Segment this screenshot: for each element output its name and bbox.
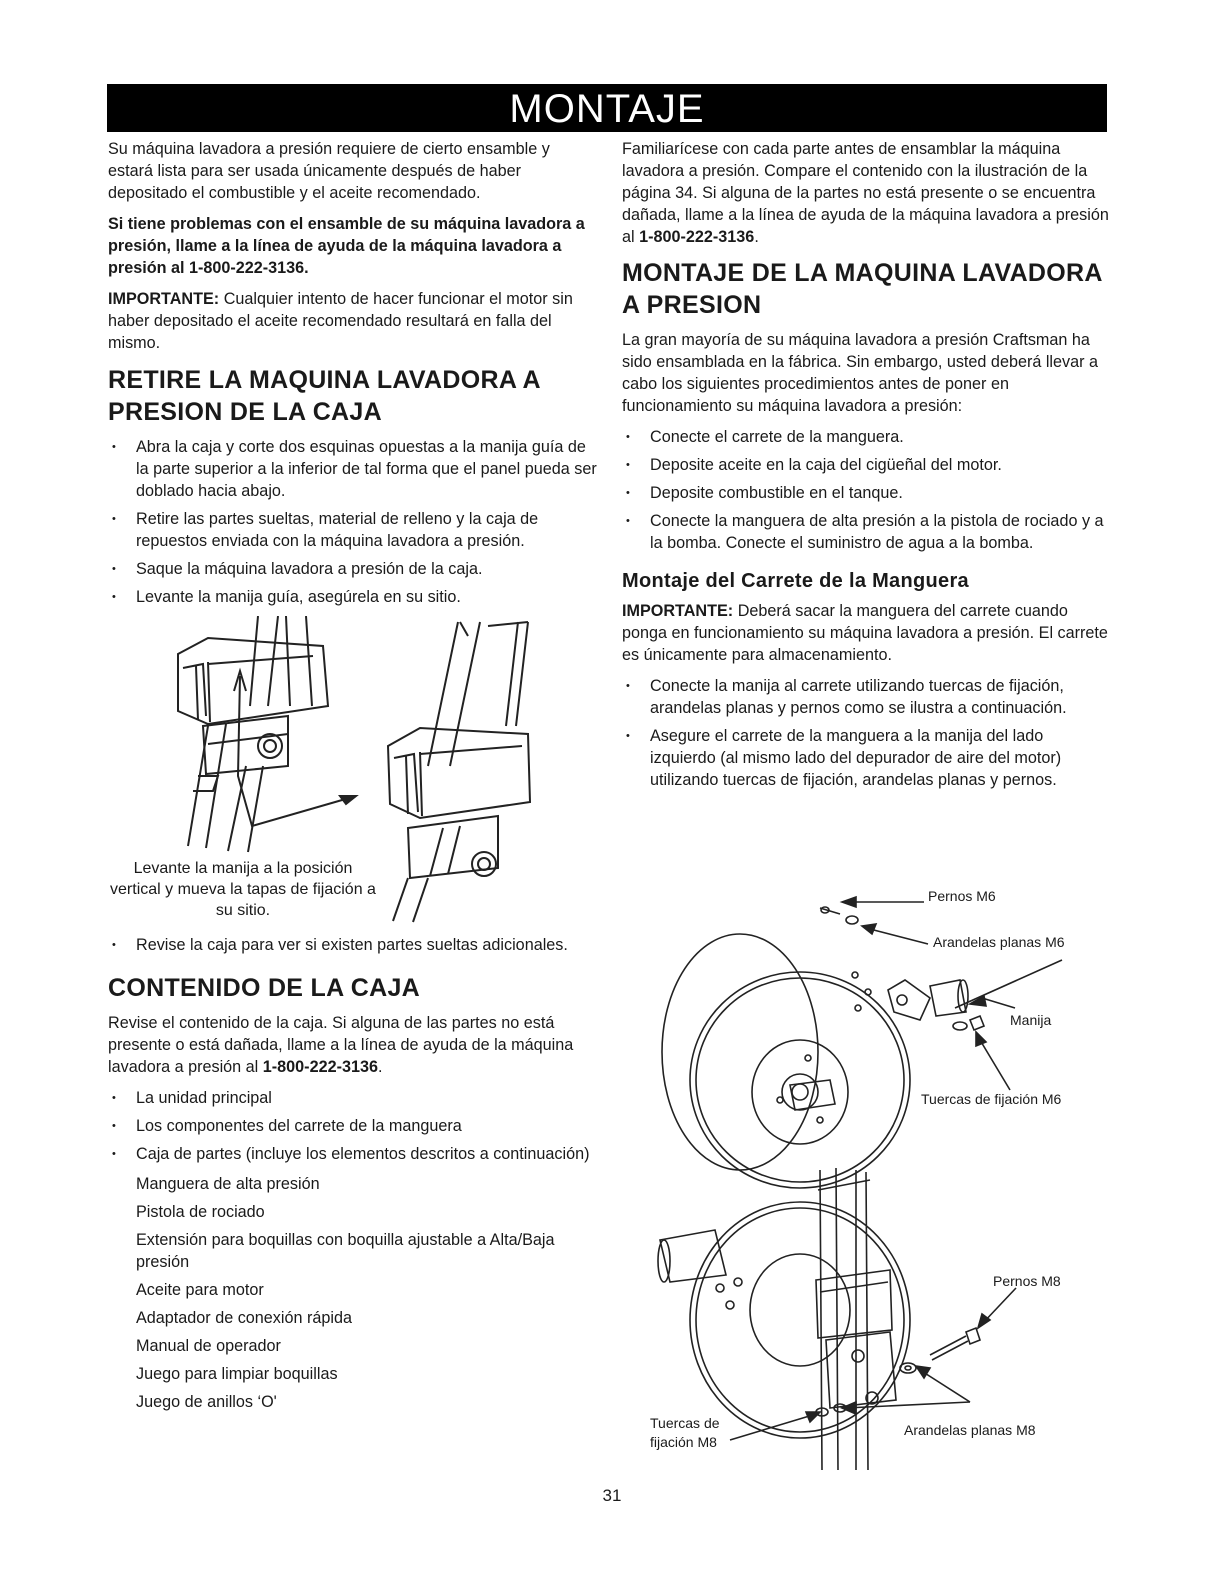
period: .	[754, 228, 759, 246]
retire-list-continued	[108, 934, 598, 956]
label-pernos-m6: Pernos M6	[928, 888, 996, 904]
list-item: Juego para limpiar boquillas	[136, 1365, 338, 1383]
list-item: • Retire las partes sueltas, material de relleno y la caja de repuestos enviada con la máquina lavadora a presión.	[108, 508, 598, 552]
contenido-list	[108, 1087, 598, 1165]
heading-retire: RETIRE LA MAQUINA LAVADORA A PRESION DE LA CAJA	[108, 366, 540, 426]
list-item: • Conecte la manija al carrete utilizando tuercas de fijación, arandelas planas y pernos como se ilustra a continuación.	[622, 675, 1110, 719]
help-notice: Si tiene problemas con el ensamble de su máquina lavadora a presión, llame a la línea de ayuda de la máquina lavadora a presión al 1-800-222-3136.	[108, 215, 585, 277]
familiarize-paragraph	[622, 138, 1110, 248]
montaje-list	[622, 426, 1110, 554]
list-item: • La unidad principal	[108, 1087, 598, 1109]
important-text: Cualquier intento de hacer funcionar el motor sin haber depositado el aceite recomendado resultará en falla del mismo.	[108, 290, 573, 352]
label-tuercas-m8-line1: Tuercas de	[650, 1415, 720, 1431]
list-item: Pistola de rociado	[136, 1203, 265, 1221]
heading-carrete: Montaje del Carrete de la Manguera	[622, 570, 969, 592]
list-item: Aceite para motor	[136, 1281, 264, 1299]
hose-reel-illustration	[630, 880, 1110, 1470]
section-banner: MONTAJE	[107, 84, 1107, 132]
contenido-text: Revise el contenido de la caja. Si alguna de las partes no está presente o está dañada, llame a la línea de ayuda de la máquina lavadora a presión al	[108, 1014, 574, 1076]
important-label: IMPORTANTE:	[622, 602, 734, 620]
label-tuercas-m8-line2: fijación M8	[650, 1434, 717, 1450]
label-arandelas-m6: Arandelas planas M6	[933, 934, 1065, 950]
list-item: • Abra la caja y corte dos esquinas opuestas a la manija guía de la parte superior a la inferior de tal forma que el panel pueda ser doblado hacia abajo.	[108, 436, 598, 502]
list-item: Extensión para boquillas con boquilla ajustable a Alta/Baja presión	[136, 1231, 555, 1271]
list-item: Manguera de alta presión	[136, 1175, 320, 1193]
label-arandelas-m8: Arandelas planas M8	[904, 1422, 1036, 1438]
intro-paragraph: Su máquina lavadora a presión requiere de cierto ensamble y estará lista para ser usada únicamente después de haber depositado el combustible y el aceite recomendado.	[108, 140, 550, 202]
list-item: Adaptador de conexión rápida	[136, 1309, 352, 1327]
helpline-phone: 1-800-222-3136	[262, 1058, 378, 1076]
left-column	[108, 138, 598, 1419]
list-item: Manual de operador	[136, 1337, 281, 1355]
parts-box-list	[108, 1173, 598, 1413]
familiarize-text: Familiarícese con cada parte antes de ensamblar la máquina lavadora a presión. Compare el contenido con la ilustración de la página 34. Si alguna de la partes no está presente o se encuentra dañada, llame a la línea de ayuda de la máquina lavadora a presión al	[622, 140, 1109, 246]
right-column	[622, 138, 1110, 799]
list-item: • Saque la máquina lavadora a presión de la caja.	[108, 558, 598, 580]
list-item: Juego de anillos ‘O'	[136, 1393, 277, 1411]
important-notice	[108, 288, 598, 354]
list-item: • Los componentes del carrete de la manguera	[108, 1115, 598, 1137]
figure-caption: Levante la manija a la posición vertical y mueva la tapas de fijación a su sitio.	[110, 860, 376, 919]
helpline-phone: 1-800-222-3136	[639, 228, 755, 246]
important-text: Deberá sacar la manguera del carrete cuando ponga en funcionamiento su máquina lavadora a presión. El carrete es únicamente para almacenamiento.	[622, 602, 1108, 664]
heading-montaje: MONTAJE DE LA MAQUINA LAVADORA A PRESION	[622, 259, 1102, 319]
page-number: 31	[602, 1486, 622, 1505]
label-tuercas-m6: Tuercas de fijación M6	[921, 1091, 1062, 1107]
period: .	[377, 1058, 383, 1076]
label-manija: Manija	[1010, 1012, 1052, 1028]
heading-contenido: CONTENIDO DE LA CAJA	[108, 974, 421, 1002]
important-label: IMPORTANTE:	[108, 290, 220, 308]
hose-reel-figure	[630, 880, 1110, 1470]
carrete-list	[622, 675, 1110, 791]
montaje-paragraph: La gran mayoría de su máquina lavadora a presión Craftsman ha sido ensamblada en la fábrica. Sin embargo, usted deberá llevar a cabo los siguientes procedimientos antes de poner en funcionamiento su máquina lavadora a presión:	[622, 331, 1099, 415]
list-item: • Levante la manija guía, asegúrela en su sitio.	[108, 586, 598, 608]
list-item: • Deposite combustible en el tanque.	[622, 482, 1110, 504]
contenido-paragraph	[108, 1012, 598, 1078]
carrete-important	[622, 600, 1110, 666]
list-item: • Revise la caja para ver si existen partes sueltas adicionales.	[108, 934, 598, 956]
list-item: • Asegure el carrete de la manguera a la manija del lado izquierdo (al mismo lado del depurador de aire del motor) utilizando tuercas de fijación, arandelas planas y pernos.	[622, 725, 1110, 791]
list-item: • Caja de partes (incluye los elementos descritos a continuación)	[108, 1143, 598, 1165]
retire-list	[108, 436, 598, 608]
label-pernos-m8: Pernos M8	[993, 1273, 1061, 1289]
list-item: • Deposite aceite en la caja del cigüeñal del motor.	[622, 454, 1110, 476]
list-item: • Conecte el carrete de la manguera.	[622, 426, 1110, 448]
handle-figure	[108, 616, 598, 934]
list-item: • Conecte la manguera de alta presión a la pistola de rociado y a la bomba. Conecte el suministro de agua a la bomba.	[622, 510, 1110, 554]
